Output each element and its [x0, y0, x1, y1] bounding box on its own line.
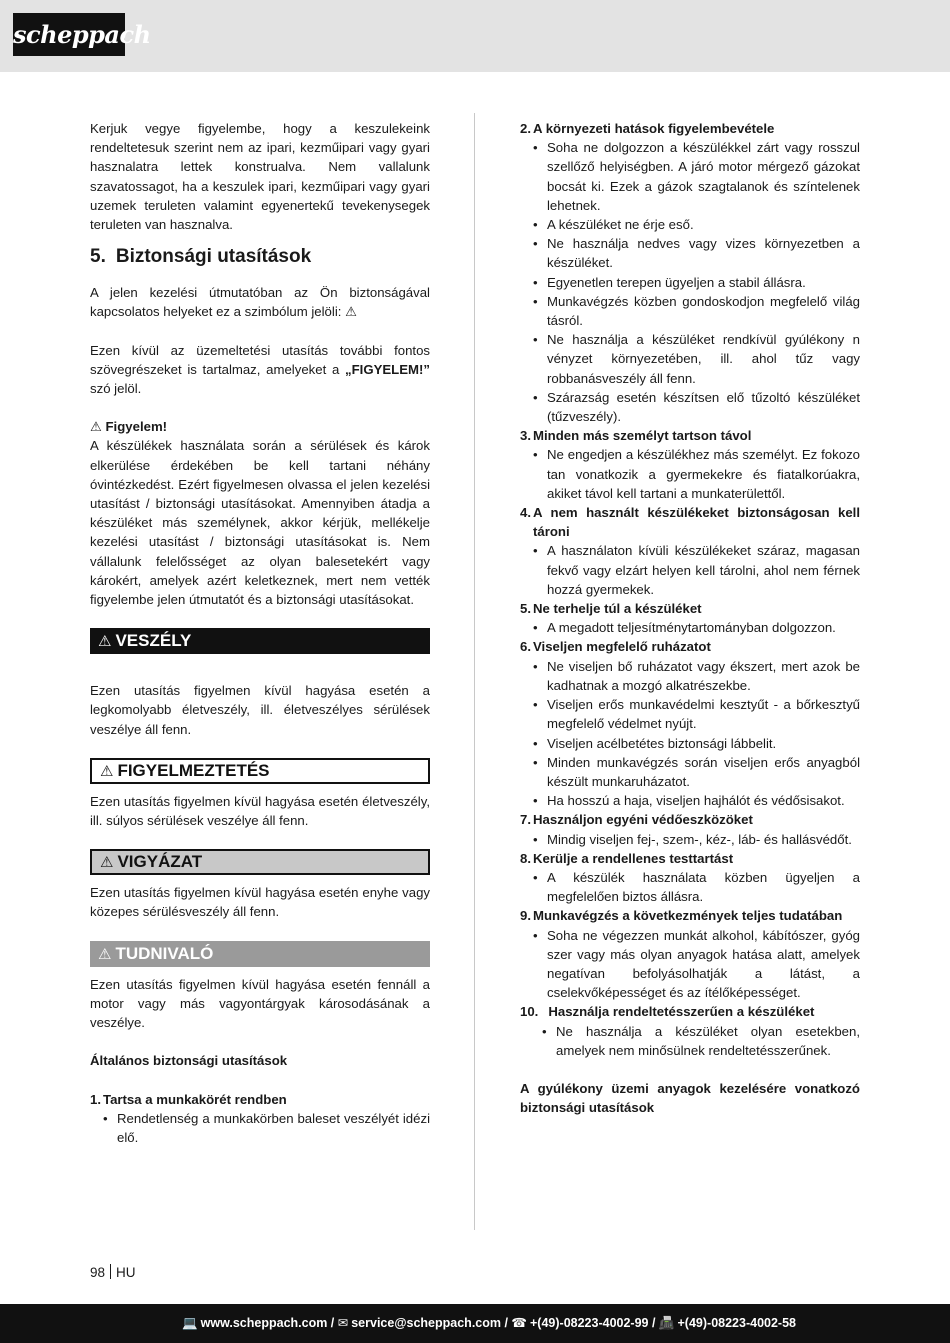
- right-column: [520, 119, 860, 1117]
- item-title: Munkavégzés a következmények teljes tudatában: [533, 908, 843, 924]
- item-number: 4.: [520, 505, 531, 521]
- list-item: • Egyenetlen terepen ügyeljen a stabil állásra.: [533, 274, 806, 290]
- item-bullets: [520, 830, 860, 849]
- item-number: 5.: [520, 601, 531, 617]
- item-number: 1.: [90, 1091, 101, 1107]
- warning-triangle-icon: ⚠: [98, 945, 112, 963]
- left-column: [90, 119, 430, 1147]
- list-item: • A használaton kívüli készülékeket száraz, magasan fekvő vagy elzárt helyen kell tárolni, ahol nem férnek hozzá gyermekek.: [533, 543, 860, 597]
- item-number: 6.: [520, 639, 531, 655]
- mail-icon: ✉: [337, 1316, 349, 1330]
- list-item: • Soha ne végezzen munkát alkohol, kábítószer, gyóg szer vagy más olyan anyagok hatása alatt, amelyek negatívan befolyásolhatják a látást, a cselekvőképességet és az ítélőképességet.: [533, 927, 860, 1001]
- list-item: • Ne engedjen a készülékhez más személyt. Ez fokozo tan vonatkozik a gyermekekre és fiatalkorúakra, akiket távol kell tartani a munkaterülettől.: [533, 447, 860, 501]
- footer-phone: +(49)-08223-4002-99: [530, 1316, 649, 1330]
- header-bar: [0, 0, 950, 72]
- list-item: • Ne használja nedves vagy vizes környezetben a készüléket.: [533, 236, 860, 271]
- item-title: Minden más személyt tartson távol: [533, 428, 752, 444]
- item-bullets: [520, 138, 860, 426]
- phone-icon: ☎: [511, 1316, 527, 1330]
- item-title: A nem használt készülékeket biztonságosan kell tároni: [533, 505, 860, 540]
- item-5-heading: [520, 599, 860, 618]
- bullet-text: Ne viseljen bő ruházatot vagy ékszert, mert azok be kadhatnak a mozgó alkatrészekbe.: [547, 658, 860, 693]
- item-10-heading: [520, 1002, 860, 1021]
- item-6-heading: [520, 637, 860, 656]
- notice-text: Ezen utasítás figyelmen kívül hagyása esetén fennáll a motor vagy más vagyontárgyak károsodásának a veszélye.: [90, 976, 430, 1031]
- footer-web-link[interactable]: www.scheppach.com: [200, 1316, 328, 1330]
- bullet-text: A készüléket ne érje eső.: [547, 217, 694, 233]
- bullet-text: Viseljen erős munkavédelmi kesztyűt - a bőrkesztyű megfelelő védelmet nyújt.: [547, 697, 860, 732]
- bullet-text: A megadott teljesítménytartományban dolgozzon.: [547, 620, 836, 636]
- caution-text: Ezen utasítás figyelmen kívül hagyása esetén enyhe vagy közepes sérülésveszély áll fenn.: [90, 885, 430, 920]
- item-title: Ne terhelje túl a készüléket: [533, 601, 702, 617]
- item-bullets: [520, 868, 860, 906]
- page-language: HU: [116, 1265, 136, 1280]
- item-1-heading: [90, 1090, 430, 1109]
- bullet-text: Egyenetlen terepen ügyeljen a stabil állásra.: [547, 274, 806, 290]
- caution-label: VIGYÁZAT: [117, 852, 203, 872]
- item-number: 8.: [520, 850, 531, 866]
- attention-keyword: „FIGYELEM!”: [345, 361, 430, 377]
- bullet-text: Viseljen acélbetétes biztonsági lábbelit.: [547, 735, 777, 751]
- item-8-heading: [520, 849, 860, 868]
- bullet-text: Szárazság esetén készítsen elő tűzoltó készüléket (tűzveszély).: [547, 389, 860, 425]
- warning-text: Ezen utasítás figyelmen kívül hagyása esetén életveszély, ill. súlyos sérülések veszélye áll fenn.: [90, 793, 430, 829]
- bullet-text: Mindig viseljen fej-, szem-, kéz-, láb- és hallásvédőt.: [547, 831, 852, 847]
- item-title: Használjon egyéni védőeszközöket: [533, 812, 753, 828]
- bullet-text: Rendetlenség a munkakörben baleset veszélyét idézi elő.: [117, 1110, 430, 1145]
- warning-triangle-icon: ⚠: [100, 854, 114, 872]
- list-item: • Mindig viseljen fej-, szem-, kéz-, láb- és hallásvédőt.: [533, 831, 852, 847]
- bullet-text: Soha ne végezzen munkát alkohol, kábítószer, gyóg szer vagy más olyan anyagok hatása alatt, amelyek negatívan befolyásolhatják a látást, a cselekvőképességet és az ítélőképességet.: [547, 927, 860, 1001]
- list-item: • Soha ne dolgozzon a készülékkel zárt vagy rosszul szellőző helyiségben. A járó motor mérgező gázokat bocsát ki. Ezek a gázok szagtalanok és színtelenek lehetnek.: [533, 140, 860, 213]
- bullet-text: Munkavégzés közben gondoskodjon megfelelő világ tásról.: [547, 293, 860, 329]
- item-title: Viseljen megfelelő ruházatot: [533, 639, 711, 655]
- warning-box: [90, 758, 430, 784]
- attention-heading: [90, 417, 430, 436]
- section-title: Biztonsági utasítások: [115, 246, 312, 268]
- bullet-text: Minden munkavégzés során viseljen erős anyagból készült munkaruházatot.: [547, 754, 860, 789]
- item-4-heading: [520, 503, 860, 541]
- computer-icon: 💻: [182, 1316, 198, 1330]
- list-item: • Ne használja a készüléket rendkívül gyúlékony n vényzet környezetében, ill. ahol tűz vagy robbanásveszély áll fenn.: [533, 332, 860, 386]
- brand-logo: scheppach: [13, 13, 125, 56]
- bullet-text: Ne használja nedves vagy vizes környezetben a készüléket.: [547, 236, 860, 271]
- attention-note-paragraph: [90, 341, 430, 399]
- bullet-text: Ne használja a készüléket rendkívül gyúlékony n vényzet környezetében, ill. ahol tűz vagy robbanásveszély áll fenn.: [547, 332, 860, 386]
- warning-triangle-icon: ⚠: [90, 419, 102, 435]
- item-bullets: [520, 1022, 860, 1060]
- item-title: Tartsa a munkakörét rendben: [103, 1091, 287, 1107]
- item-3-heading: [520, 426, 860, 445]
- item-2-heading: [520, 119, 860, 138]
- caution-box: [90, 849, 430, 875]
- bullet-text: Ne használja a készüléket olyan esetekben, amelyek nem minősülnek rendeltetésszerűnek.: [556, 1023, 860, 1058]
- section-heading: [90, 244, 430, 270]
- danger-text: Ezen utasítás figyelmen kívül hagyása esetén a legkomolyabb életveszély, ill. életveszélyes sérülések veszélye áll fenn.: [90, 683, 430, 737]
- bullet-text: Ha hosszú a haja, viseljen hajhálót és védősisakot.: [547, 793, 845, 809]
- danger-label: VESZÉLY: [115, 631, 192, 651]
- warning-triangle-icon: ⚠: [100, 762, 114, 780]
- list-item: • Ha hosszú a haja, viseljen hajhálót és védősisakot.: [533, 793, 845, 809]
- warning-triangle-icon: ⚠: [345, 304, 357, 320]
- bullet-text: Soha ne dolgozzon a készülékkel zárt vagy rosszul szellőző helyiségben. A járó motor mérgező gázokat bocsát ki. Ezek a gázok szagtalanok és színtelenek lehetnek.: [547, 140, 860, 213]
- item-bullets: [520, 618, 860, 637]
- bullet-text: A készülék használata közben ügyeljen a megfelelően biztos állásra.: [547, 869, 860, 905]
- column-divider: [474, 113, 475, 1230]
- bullet-text: A használaton kívüli készülékeket száraz, magasan fekvő vagy elzárt helyen kell tárolni, ahol nem férnek hozzá gyermekek.: [547, 543, 860, 597]
- section-number: 5.: [90, 246, 106, 268]
- item-title: A környezeti hatások figyelembevétele: [533, 121, 775, 136]
- item-number: 2.: [520, 121, 531, 136]
- list-item: • Viseljen erős munkavédelmi kesztyűt - a bőrkesztyű megfelelő védelmet nyújt.: [533, 697, 860, 732]
- list-item: • Szárazság esetén készítsen elő tűzoltó készüléket (tűzveszély).: [533, 389, 860, 425]
- list-item: • Munkavégzés közben gondoskodjon megfelelő világ tásról.: [533, 293, 860, 329]
- list-item: • A megadott teljesítménytartományban dolgozzon.: [533, 620, 836, 636]
- list-item: • Minden munkavégzés során viseljen erős anyagból készült munkaruházatot.: [533, 754, 860, 789]
- footer-email-link[interactable]: service@scheppach.com: [351, 1316, 501, 1330]
- notice-box: [90, 941, 430, 967]
- symbol-paragraph-text: A jelen kezelési útmutatóban az Ön biztonságával kapcsolatos helyeket ez a szimbólum jelöli:: [90, 285, 430, 320]
- footer-bar: 💻 www.scheppach.com / ✉ service@scheppach.com / ☎ +(49)-08223-4002-99 / 📠 +(49)-08223-4002-58: [0, 1304, 950, 1343]
- attention-note-end: szó jelöl.: [90, 381, 142, 397]
- fax-icon: 📠: [658, 1316, 675, 1330]
- list-item: • Rendetlenség a munkakörben baleset veszélyét idézi elő.: [103, 1110, 430, 1145]
- warning-triangle-icon: ⚠: [98, 633, 112, 651]
- notice-label: TUDNIVALÓ: [115, 943, 214, 963]
- page-number-value: 98: [90, 1265, 106, 1280]
- list-item: • Ne viseljen bő ruházatot vagy ékszert, mert azok be kadhatnak a mozgó alkatrészekbe.: [533, 658, 860, 693]
- warning-label: FIGYELMEZTETÉS: [117, 760, 270, 780]
- item-number: 10.: [520, 1004, 539, 1020]
- item-bullets: [520, 445, 860, 503]
- list-item: • Ne használja a készüléket olyan esetekben, amelyek nem minősülnek rendeltetésszerűnek.: [542, 1023, 860, 1058]
- item-number: 7.: [520, 812, 531, 828]
- item-1-bullets: [90, 1109, 430, 1147]
- list-item: • Viseljen acélbetétes biztonsági lábbelit.: [533, 735, 777, 751]
- item-title: Kerülje a rendellenes testtartást: [533, 850, 734, 866]
- item-7-heading: [520, 810, 860, 829]
- list-item: • A készüléket ne érje eső.: [533, 217, 694, 233]
- item-bullets: [520, 541, 860, 599]
- symbol-paragraph: [90, 283, 430, 321]
- item-title: Használja rendeltetésszerűen a készüléket: [548, 1004, 815, 1020]
- intro-paragraph: Kerjuk vegye figyelembe, hogy a keszulekeink rendeltetesuk szerint nem az ipari, kezműipari vagy gyari hasznalatra lettek konstrualva. Nem vallalunk szavatossagot, ha a keszulek ipari, kezműipari vagy gyari uzemek teruleten valamint egyenertekű tevekenysegek teruleten van hasznalva.: [90, 121, 430, 233]
- general-safety-heading: Általános biztonsági utasítások: [90, 1053, 288, 1069]
- attention-note-text: Ezen kívül az üzemeltetési utasítás további fontos szövegrészeket is tartalmaz, amelyeket a: [90, 342, 430, 377]
- footer-fax: +(49)-08223-4002-58: [677, 1316, 796, 1330]
- item-number: 9.: [520, 908, 531, 924]
- attention-heading-text: Figyelem!: [105, 419, 168, 435]
- item-bullets: [520, 926, 860, 1003]
- item-number: 3.: [520, 428, 531, 444]
- page-number: [90, 1263, 136, 1283]
- bullet-text: Ne engedjen a készülékhez más személyt. Ez fokozo tan vonatkozik a gyermekekre és fiatalkorúakra, akiket távol kell tartani a munkaterülettől.: [547, 447, 860, 501]
- list-item: • A készülék használata közben ügyeljen a megfelelően biztos állásra.: [533, 869, 860, 905]
- attention-paragraph: A készülékek használata során a sérülések és károk elkerülése érdekében be kell tartani néhány óvintézkedést. Ezért figyelmesen olvassa el jelen kezelési utasítást / biztonsági utasításokat. Amennyiben átadja a készüléket más személynek, akkor kérjük, mellékelje kezelési utasítást / biztonsági utasításokat is. Nem vállalunk felelősséget az olyan balesetekért vagy károkért, amelyek azért keletkeznek, mert nem vették figyelembe jelen útmutatót és a biztonsági utasításokat.: [90, 438, 430, 608]
- danger-box: [90, 628, 430, 654]
- item-9-heading: [520, 906, 860, 925]
- flammable-materials-heading: A gyúlékony üzemi anyagok kezelésére vonatkozó biztonsági utasítások: [520, 1080, 860, 1116]
- item-bullets: [520, 657, 860, 811]
